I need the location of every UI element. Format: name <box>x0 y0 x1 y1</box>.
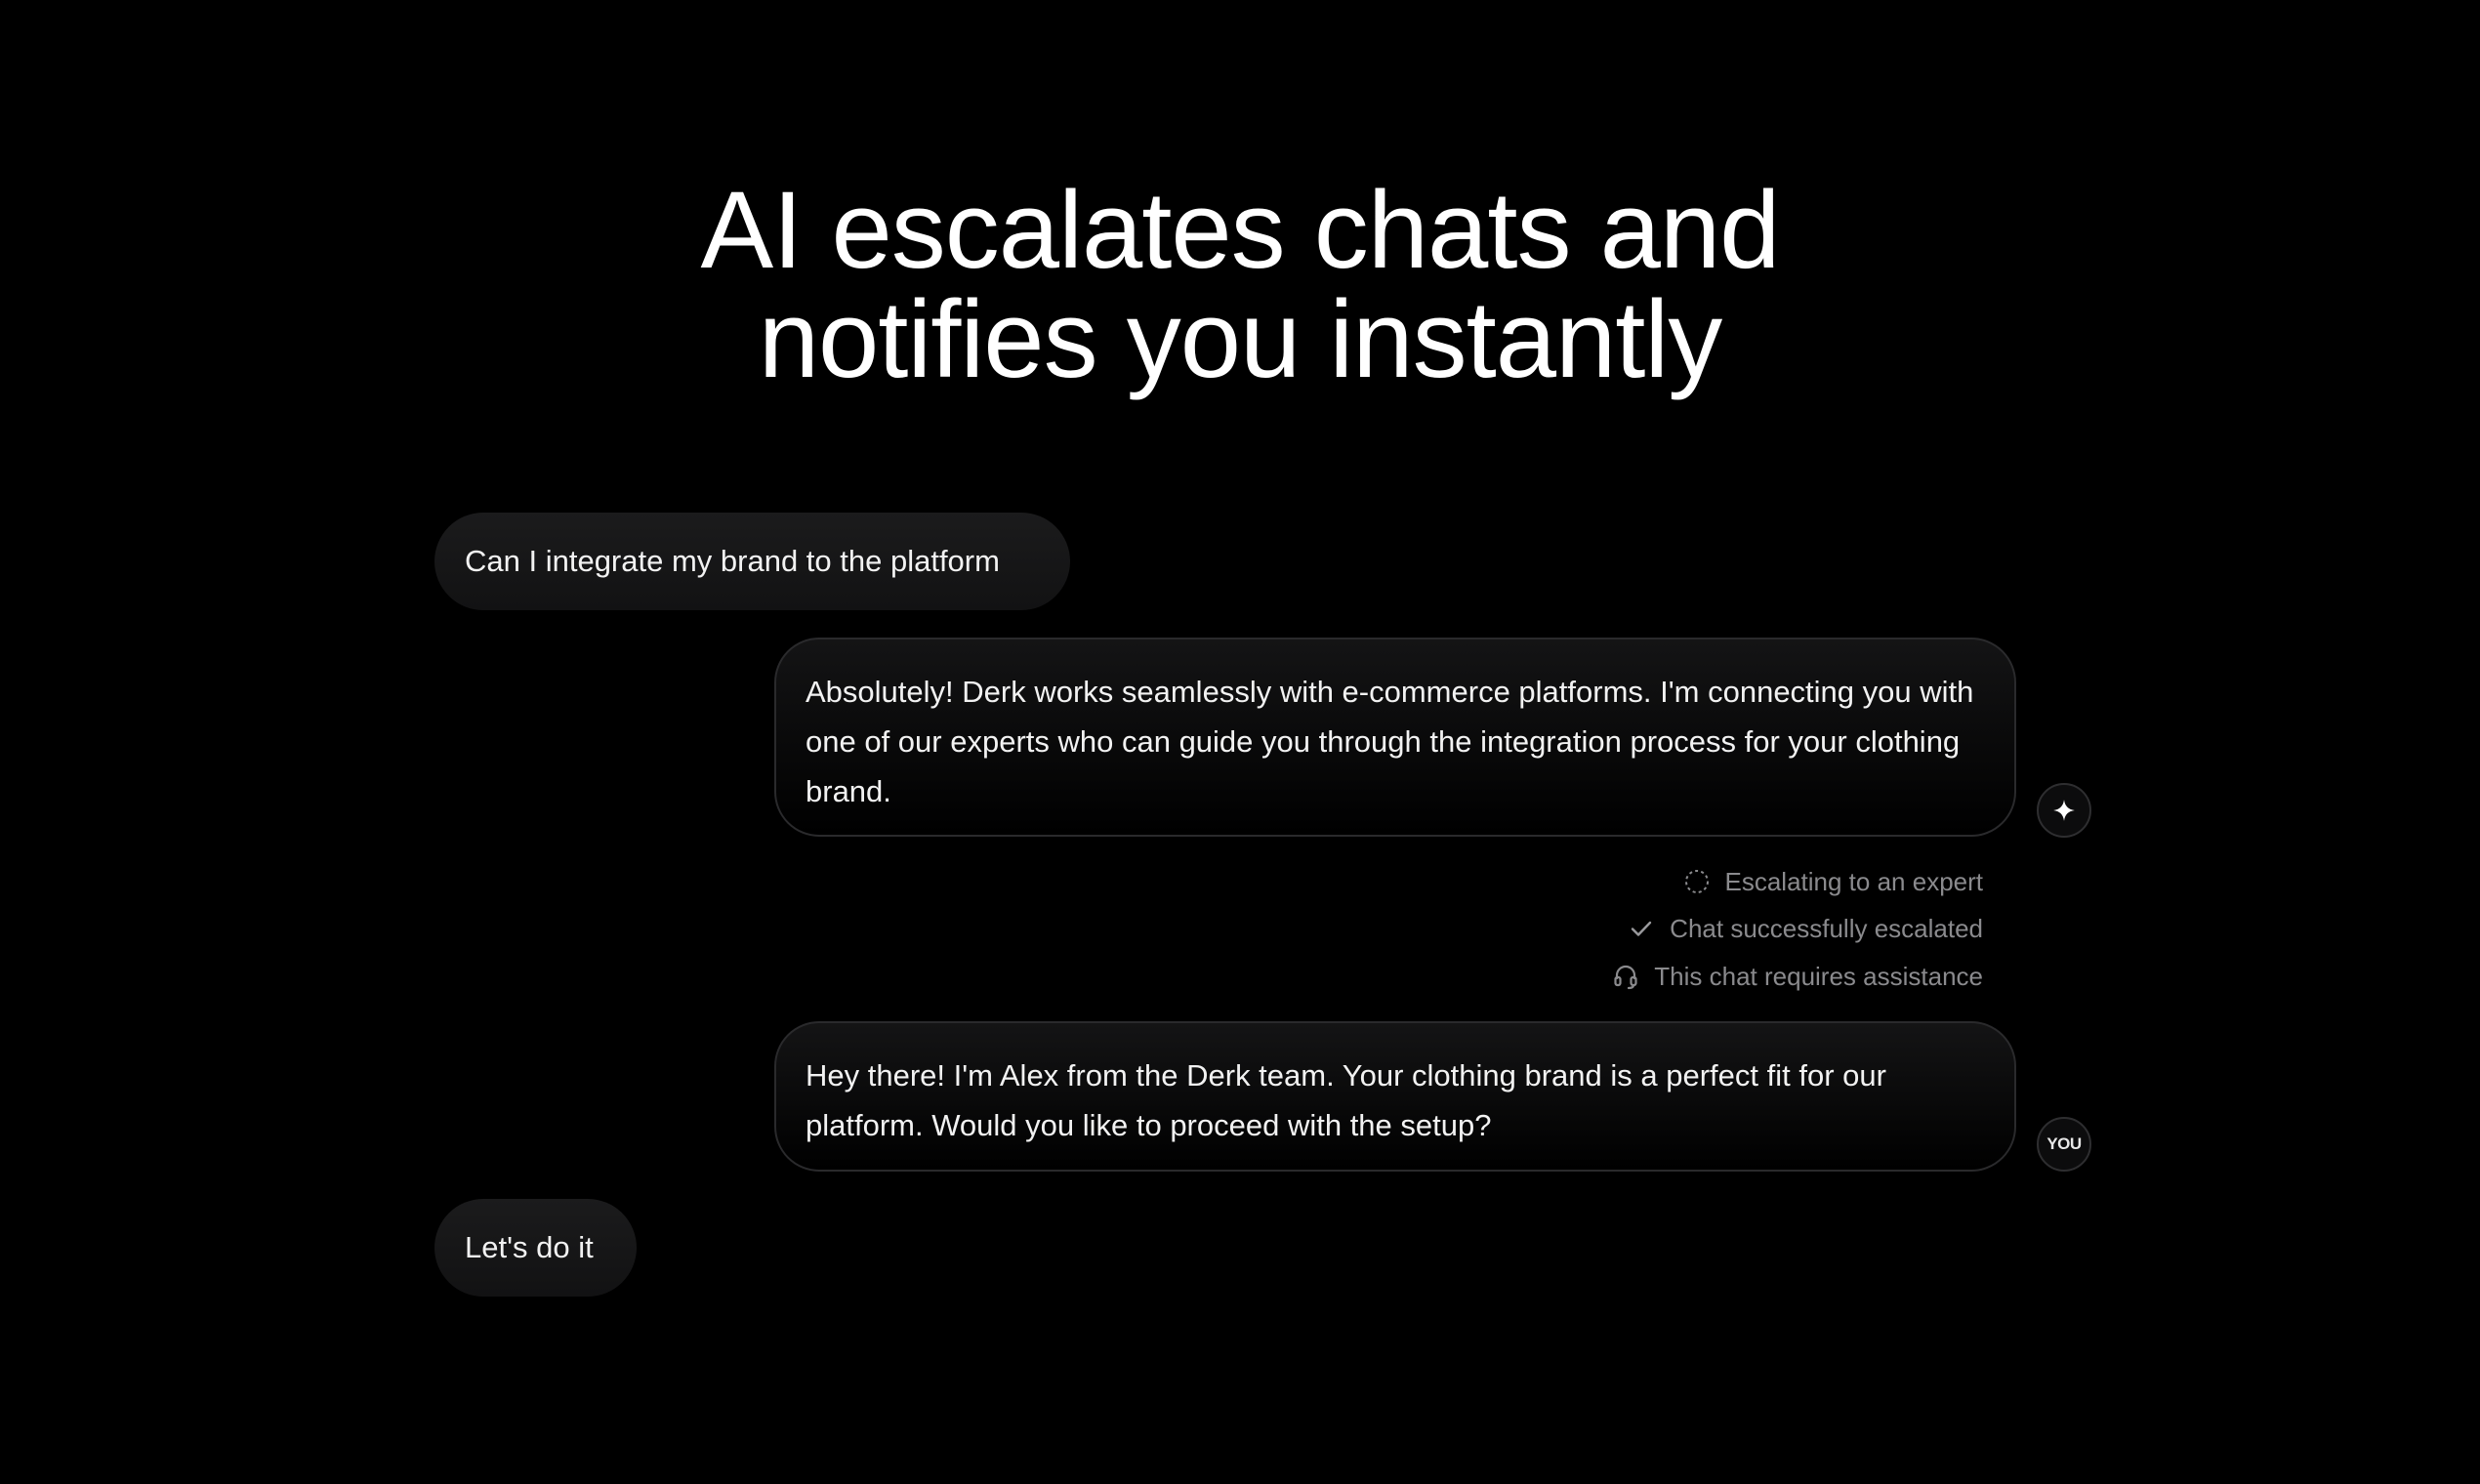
ai-message: Absolutely! Derk works seamlessly with e-commerce platforms. I'm connecting you with one of our experts who can guide you through the integration process for your clothing brand. <box>774 638 2016 837</box>
status-text: This chat requires assistance <box>1654 961 1983 991</box>
customer-message: Can I integrate my brand to the platform <box>434 513 1070 610</box>
status-requires-assistance <box>1611 957 1983 996</box>
you-avatar: YOU <box>2037 1117 2091 1172</box>
check-icon <box>1627 914 1656 943</box>
status-escalated <box>1627 909 1983 948</box>
status-text: Escalating to an expert <box>1724 866 1983 896</box>
status-text: Chat successfully escalated <box>1670 913 1983 943</box>
agent-message: Hey there! I'm Alex from the Derk team. Your clothing brand is a perfect fit for our platform. Would you like to proceed with the setup? <box>774 1021 2016 1172</box>
status-escalating <box>1682 862 1984 901</box>
loading-circle-icon <box>1682 867 1712 896</box>
customer-message: Let's do it <box>434 1199 637 1297</box>
headline <box>0 169 2480 400</box>
headset-icon <box>1611 962 1640 991</box>
headline-line-2: notifies you instantly <box>758 278 1722 400</box>
sparkle-icon <box>2051 798 2077 823</box>
ai-avatar <box>2037 783 2091 838</box>
headline-line-1: AI escalates chats and <box>700 169 1780 291</box>
